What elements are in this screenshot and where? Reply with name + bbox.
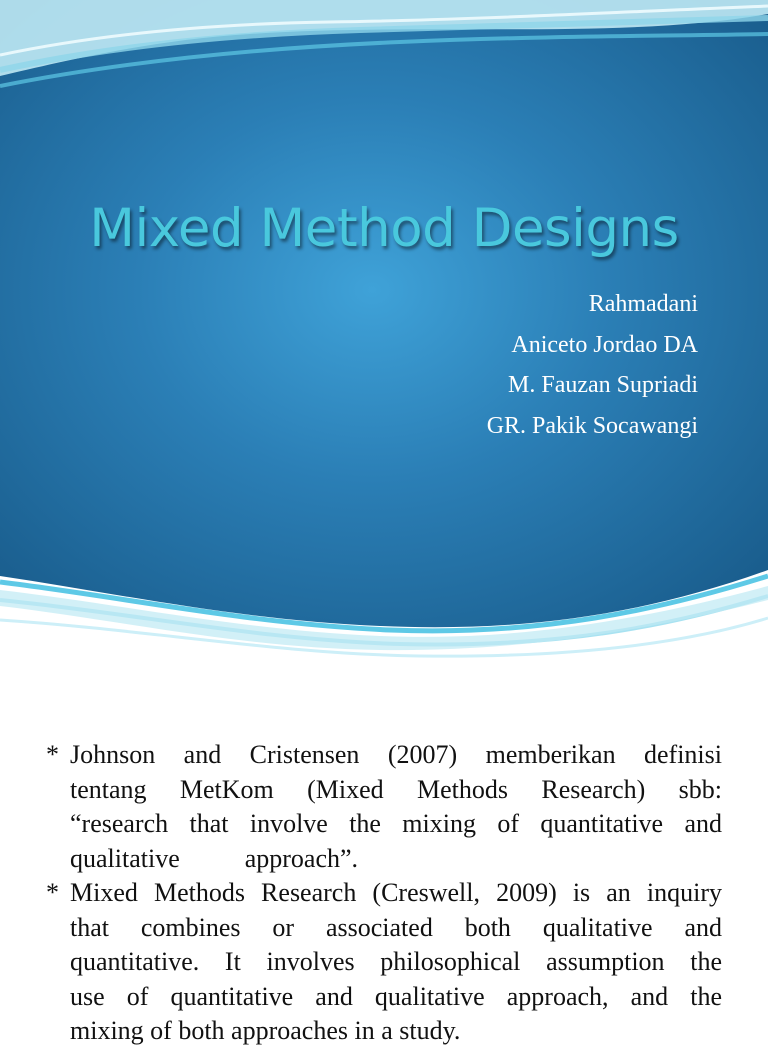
text-line: use of quantitative and qualitative approach, and the — [70, 981, 722, 1011]
bullet-marker: * — [46, 740, 59, 769]
paragraph-definition-johnson — [46, 738, 722, 876]
text-line: “research that involve the mixing of quantitative and — [70, 809, 722, 838]
author-name: Aniceto Jordao DA — [511, 331, 698, 358]
text-line: quantitative. It involves philosophical assumption the — [70, 947, 722, 976]
slide-title: Mixed Method Designs — [89, 198, 679, 259]
author-name: Rahmadani — [588, 291, 698, 317]
author-list — [487, 284, 698, 446]
text-line: Johnson and Cristensen (2007) memberikan definisi — [70, 740, 722, 769]
text-line: qualitative approach”. — [70, 843, 359, 873]
bullet-marker: * — [46, 878, 59, 907]
author-name: GR. Pakik Socawangi — [486, 412, 698, 439]
text-line: that combines or associated both qualitative and — [70, 912, 722, 942]
bottom-wave-decoration — [0, 560, 768, 666]
text-line: tentang MetKom (Mixed Methods Research) sbb: — [70, 774, 722, 804]
text-line: Mixed Methods Research (Creswell, 2009) is an inquiry — [70, 878, 722, 907]
text-line: mixing of both approaches in a study. — [70, 1016, 461, 1045]
content-slide — [0, 666, 768, 1045]
paragraph-definition-creswell — [46, 876, 722, 1049]
top-wave-decoration — [0, 0, 768, 100]
author-name: M. Fauzan Supriadi — [508, 372, 698, 398]
